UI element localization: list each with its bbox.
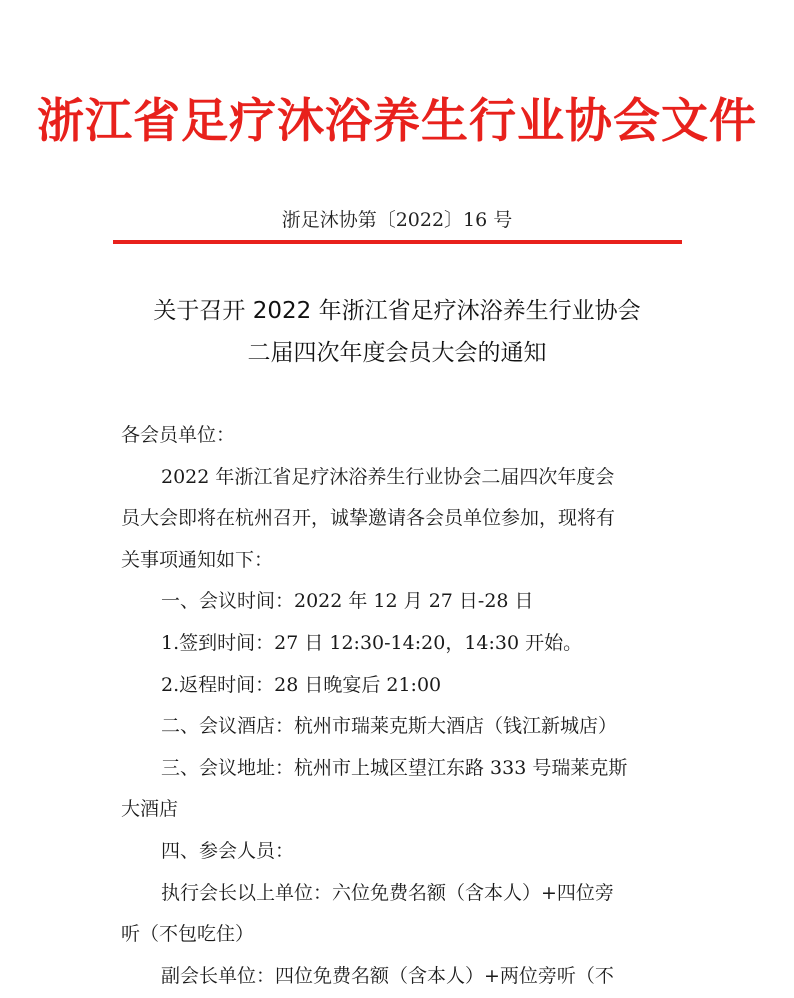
red-divider-line: [113, 240, 682, 244]
notice-title-line-2: 二届四次年度会员大会的通知: [247, 340, 547, 366]
body-line: 员大会即将在杭州召开，诚挚邀请各会员单位参加，现将有: [121, 507, 616, 530]
meeting-address-continued: 大酒店: [121, 798, 179, 821]
body-line: 关事项通知如下：: [121, 548, 274, 571]
notice-body: [121, 415, 681, 997]
org-header-title: 浙江省足疗沐浴养生行业协会文件: [37, 94, 757, 149]
attendees-executive-line: 执行会长以上单位：六位免费名额（含本人）+四位旁: [161, 881, 614, 904]
salutation: 各会员单位：: [121, 424, 236, 446]
document-number: 浙足沐协第〔2022〕16 号: [281, 209, 513, 231]
meeting-address-line: 三、会议地址：杭州市上城区望江东路 333 号瑞莱克斯: [161, 756, 628, 779]
notice-title: [0, 290, 794, 374]
attendees-vice-president-line: 副会长单位：四位免费名额（含本人）+两位旁听（不: [161, 964, 614, 987]
return-time-line: 2.返程时间：28 日晚宴后 21:00: [161, 673, 442, 696]
meeting-time-line: 一、会议时间：2022 年 12 月 27 日-28 日: [161, 590, 534, 613]
body-line: 2022 年浙江省足疗沐浴养生行业协会二届四次年度会: [161, 465, 615, 488]
notice-title-line-1: 关于召开 2022 年浙江省足疗沐浴养生行业协会: [153, 298, 641, 324]
meeting-hotel-line: 二、会议酒店：杭州市瑞莱克斯大酒店（钱江新城店）: [161, 715, 618, 738]
attendees-executive-continued: 听（不包吃住）: [121, 923, 255, 946]
checkin-time-line: 1.签到时间：27 日 12:30-14:20，14:30 开始。: [161, 631, 583, 654]
attendees-heading: 四、参会人员：: [161, 839, 295, 862]
